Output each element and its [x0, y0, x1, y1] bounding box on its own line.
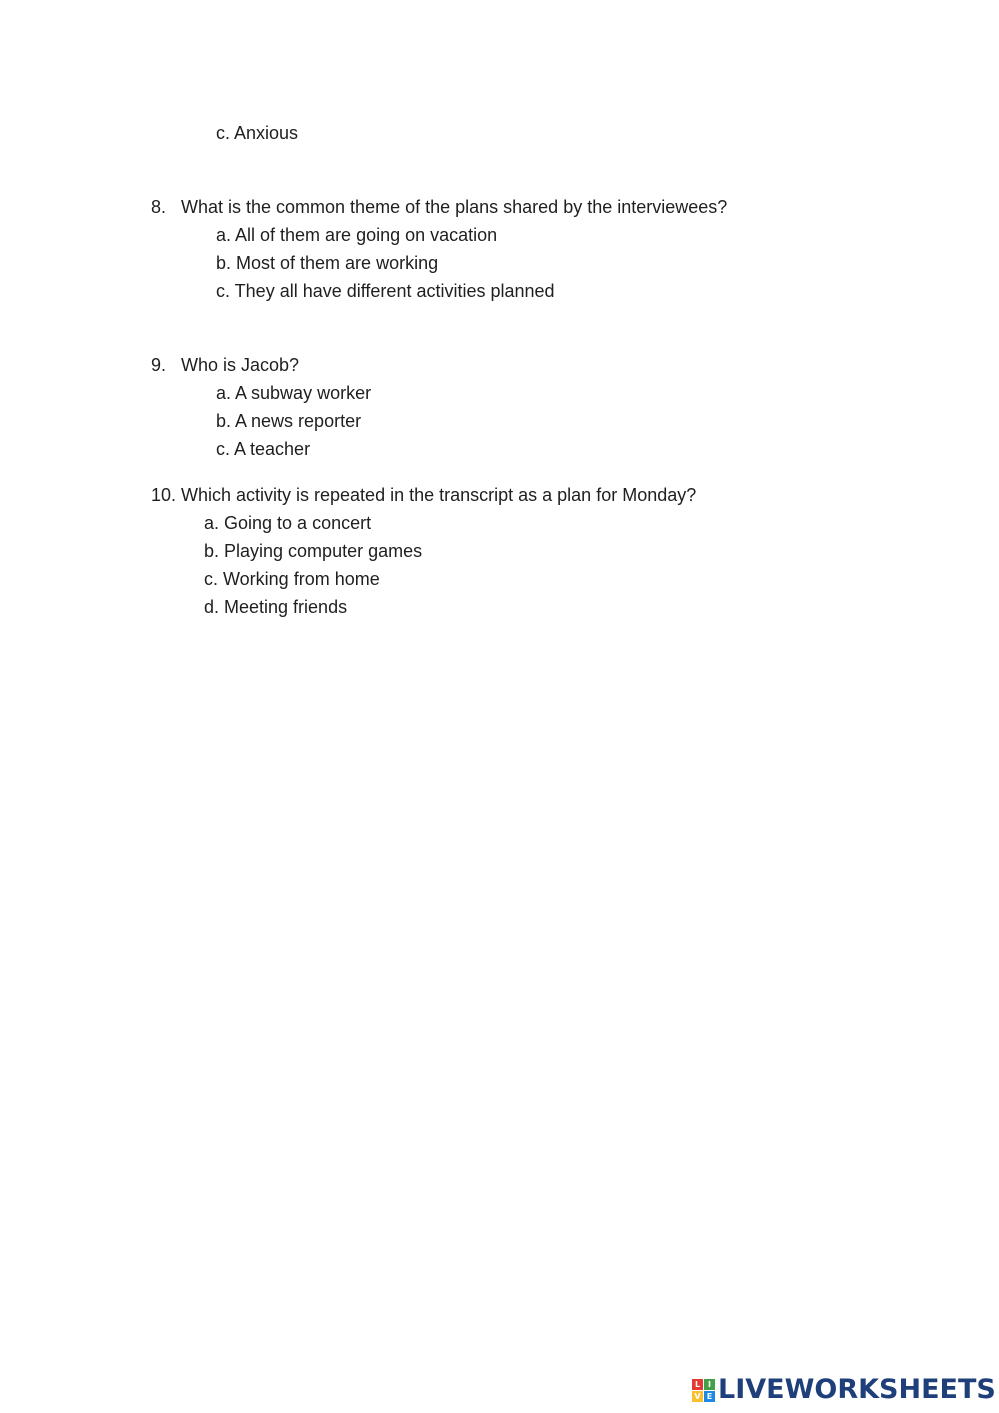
logo-squares-icon — [692, 1379, 715, 1402]
question-text: What is the common theme of the plans shared by the interviewees? — [181, 197, 728, 217]
option-text: c. Anxious — [216, 123, 299, 143]
option-text: a. A subway worker — [216, 383, 372, 403]
option-text: a. Going to a concert — [204, 513, 372, 533]
question-text: Who is Jacob? — [181, 355, 300, 375]
question-number: 8. — [151, 197, 167, 217]
option-text: c. Working from home — [204, 569, 380, 589]
logo-square: E — [704, 1391, 715, 1402]
question-text: Which activity is repeated in the transcript as a plan for Monday? — [181, 485, 697, 505]
logo-square: V — [692, 1391, 703, 1402]
question-number: 10. — [151, 485, 177, 505]
option-text: b. A news reporter — [216, 411, 362, 431]
question-number: 9. — [151, 355, 167, 375]
option-text: a. All of them are going on vacation — [216, 225, 498, 245]
liveworksheets-logo — [692, 1374, 996, 1406]
option-text: b. Most of them are working — [216, 253, 439, 273]
option-text: b. Playing computer games — [204, 541, 423, 561]
option-text: d. Meeting friends — [204, 597, 348, 617]
logo-square: I — [704, 1379, 715, 1390]
logo-text: LIVEWORKSHEETS — [718, 1374, 996, 1405]
option-text: c. A teacher — [216, 439, 311, 459]
option-text: c. They all have different activities planned — [216, 281, 555, 301]
logo-square: L — [692, 1379, 703, 1390]
